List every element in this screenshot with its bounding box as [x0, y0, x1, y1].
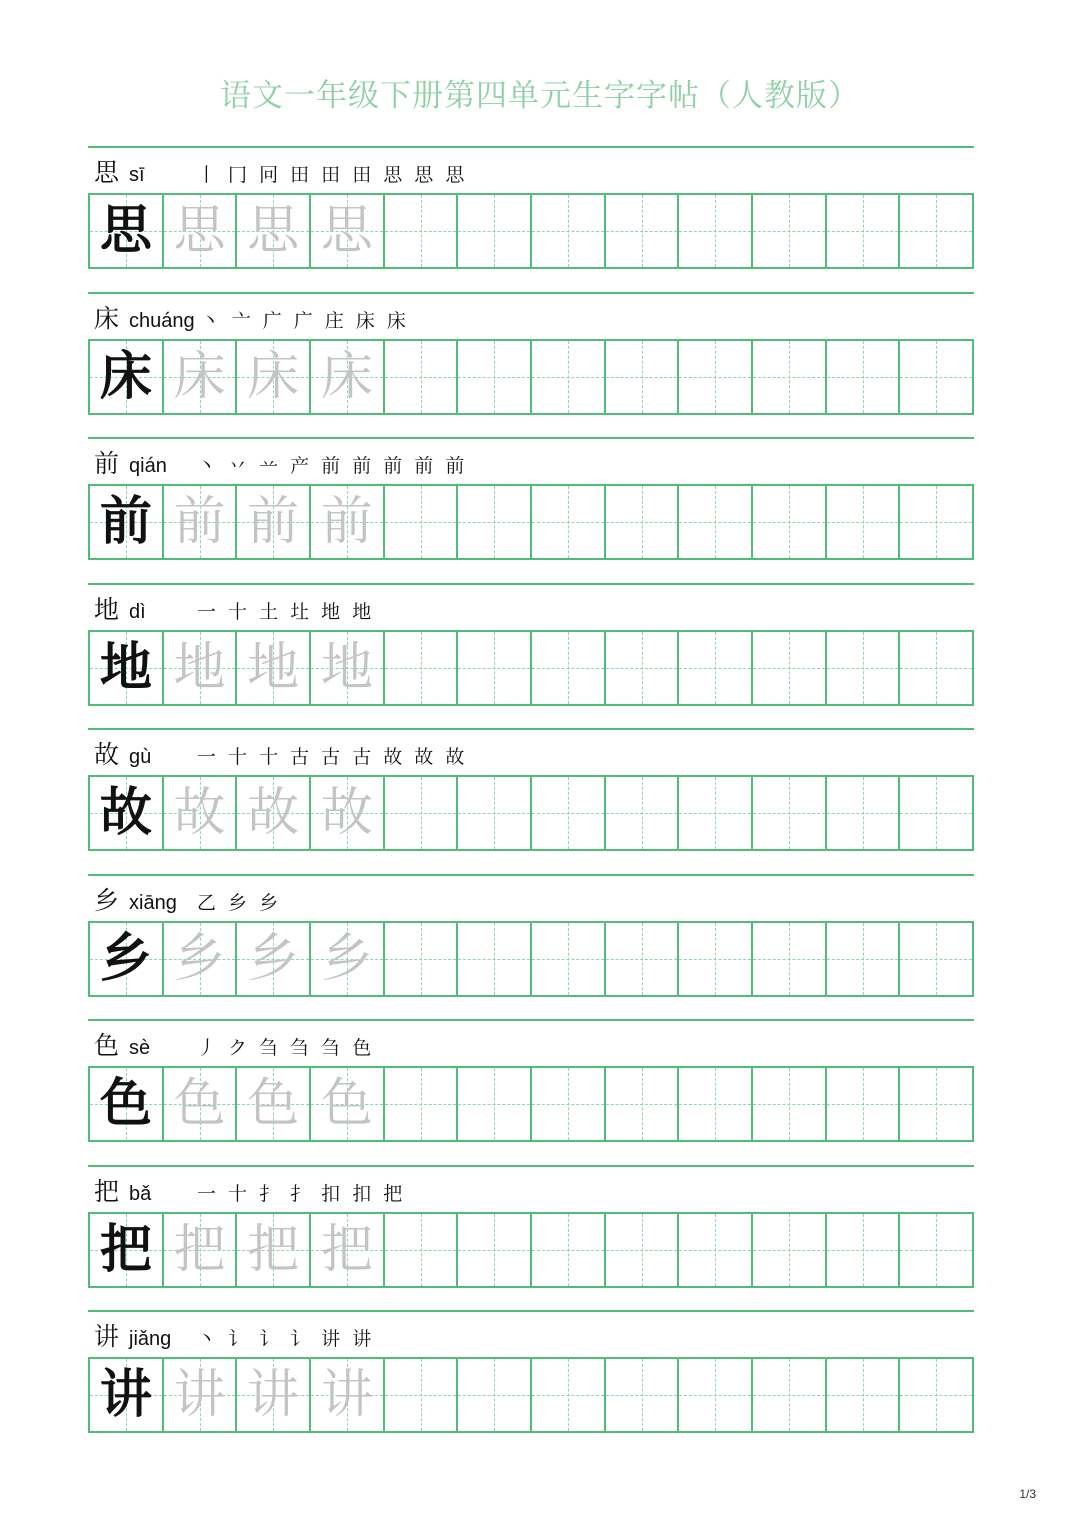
horizontal-guide-line — [827, 1104, 899, 1105]
row-divider — [88, 1019, 974, 1021]
trace-character: 乡 — [247, 928, 300, 989]
blank-practice-cell — [751, 341, 825, 413]
header-character: 地 — [94, 594, 120, 624]
horizontal-guide-line — [900, 668, 972, 669]
practice-row — [88, 146, 974, 292]
row-divider — [88, 583, 974, 585]
trace-cell — [235, 486, 309, 558]
blank-practice-cell — [751, 777, 825, 849]
header-character: 把 — [94, 1176, 120, 1206]
horizontal-guide-line — [753, 668, 825, 669]
horizontal-guide-line — [900, 1104, 972, 1105]
header-character: 色 — [94, 1031, 120, 1060]
model-character: 前 — [99, 491, 152, 552]
tianzige-grid — [88, 484, 974, 560]
blank-practice-cell — [383, 1068, 457, 1140]
trace-character: 故 — [247, 783, 300, 843]
header-character: 思 — [94, 158, 120, 187]
trace-cell — [309, 923, 383, 995]
horizontal-guide-line — [753, 1395, 825, 1396]
trace-cell — [309, 632, 383, 704]
blank-practice-cell — [751, 1068, 825, 1140]
blank-practice-cell — [751, 486, 825, 558]
trace-character: 把 — [173, 1219, 226, 1280]
model-cell — [90, 923, 162, 995]
row-header — [94, 736, 467, 770]
horizontal-guide-line — [458, 813, 530, 814]
blank-practice-cell — [383, 195, 457, 267]
blank-practice-cell — [825, 923, 899, 995]
horizontal-guide-line — [385, 377, 457, 378]
blank-practice-cell — [604, 1214, 678, 1286]
blank-practice-cell — [751, 923, 825, 995]
horizontal-guide-line — [753, 231, 825, 232]
trace-character: 地 — [173, 637, 226, 698]
page-number: 1/3 — [1019, 1487, 1036, 1501]
model-character: 乡 — [99, 927, 152, 989]
stroke-order: 一 十 十 古 古 古 故 故 故 — [197, 746, 468, 768]
blank-practice-cell — [530, 923, 604, 995]
trace-character: 乡 — [320, 928, 373, 989]
header-character: 床 — [94, 303, 120, 333]
blank-practice-cell — [383, 1359, 457, 1431]
trace-cell — [162, 777, 236, 849]
blank-practice-cell — [898, 923, 972, 995]
pinyin-label: gù — [129, 746, 152, 768]
trace-cell — [235, 195, 309, 267]
trace-cell — [235, 1359, 309, 1431]
trace-cell — [309, 341, 383, 413]
blank-practice-cell — [456, 1068, 530, 1140]
horizontal-guide-line — [606, 1395, 678, 1396]
blank-practice-cell — [825, 632, 899, 704]
trace-cell — [235, 1068, 309, 1140]
tianzige-grid — [88, 339, 974, 415]
horizontal-guide-line — [679, 231, 751, 232]
trace-cell — [235, 632, 309, 704]
horizontal-guide-line — [753, 813, 825, 814]
blank-practice-cell — [383, 1214, 457, 1286]
blank-practice-cell — [898, 341, 972, 413]
trace-cell — [162, 486, 236, 558]
pinyin-label: chuáng — [129, 309, 195, 332]
blank-practice-cell — [604, 777, 678, 849]
blank-practice-cell — [530, 632, 604, 704]
model-cell — [90, 195, 162, 267]
horizontal-guide-line — [900, 959, 972, 960]
practice-row — [88, 728, 974, 874]
blank-practice-cell — [604, 1359, 678, 1431]
horizontal-guide-line — [458, 522, 530, 523]
horizontal-guide-line — [679, 1395, 751, 1396]
blank-practice-cell — [825, 1068, 899, 1140]
trace-character: 讲 — [173, 1365, 226, 1425]
model-cell — [90, 341, 162, 413]
blank-practice-cell — [677, 341, 751, 413]
row-divider — [88, 146, 974, 148]
horizontal-guide-line — [753, 959, 825, 960]
stroke-order: 一 十 扌 扌 扣 扣 把 — [197, 1182, 406, 1205]
pinyin-label: sī — [129, 164, 145, 186]
trace-character: 地 — [320, 637, 373, 698]
model-cell — [90, 1068, 162, 1140]
blank-practice-cell — [456, 1214, 530, 1286]
blank-practice-cell — [456, 1359, 530, 1431]
trace-cell — [235, 923, 309, 995]
horizontal-guide-line — [606, 377, 678, 378]
pinyin-label: bǎ — [129, 1182, 152, 1205]
trace-character: 思 — [247, 201, 300, 261]
horizontal-guide-line — [385, 522, 457, 523]
blank-practice-cell — [456, 341, 530, 413]
horizontal-guide-line — [900, 1250, 972, 1251]
blank-practice-cell — [456, 486, 530, 558]
horizontal-guide-line — [900, 813, 972, 814]
row-divider — [88, 292, 974, 294]
blank-practice-cell — [825, 777, 899, 849]
stroke-order: 丨 冂 冋 田 田 田 思 思 思 — [197, 164, 468, 186]
horizontal-guide-line — [753, 1250, 825, 1251]
horizontal-guide-line — [827, 668, 899, 669]
row-divider — [88, 437, 974, 439]
trace-cell — [235, 777, 309, 849]
blank-practice-cell — [677, 777, 751, 849]
blank-practice-cell — [825, 195, 899, 267]
pinyin-label: dì — [129, 600, 146, 623]
practice-row — [88, 1310, 974, 1456]
trace-cell — [162, 632, 236, 704]
blank-practice-cell — [530, 1214, 604, 1286]
practice-row — [88, 1165, 974, 1311]
row-header — [94, 591, 374, 625]
horizontal-guide-line — [532, 1395, 604, 1396]
row-divider — [88, 1310, 974, 1312]
blank-practice-cell — [825, 341, 899, 413]
tianzige-grid — [88, 921, 974, 997]
header-character: 乡 — [94, 885, 120, 915]
trace-cell — [162, 1068, 236, 1140]
row-divider — [88, 874, 974, 876]
blank-practice-cell — [383, 632, 457, 704]
blank-practice-cell — [677, 1214, 751, 1286]
stroke-order: 乙 乡 乡 — [197, 891, 282, 914]
trace-cell — [162, 1359, 236, 1431]
blank-practice-cell — [898, 1214, 972, 1286]
tianzige-grid — [88, 1212, 974, 1288]
horizontal-guide-line — [606, 668, 678, 669]
trace-character: 把 — [320, 1219, 373, 1280]
blank-practice-cell — [751, 1214, 825, 1286]
horizontal-guide-line — [753, 522, 825, 523]
pinyin-label: jiǎng — [129, 1328, 172, 1350]
model-cell — [90, 1359, 162, 1431]
practice-row — [88, 583, 974, 729]
blank-practice-cell — [898, 777, 972, 849]
trace-character: 床 — [173, 346, 226, 407]
horizontal-guide-line — [385, 813, 457, 814]
trace-cell — [235, 1214, 309, 1286]
trace-character: 前 — [173, 492, 226, 552]
horizontal-guide-line — [753, 377, 825, 378]
blank-practice-cell — [604, 486, 678, 558]
blank-practice-cell — [677, 923, 751, 995]
horizontal-guide-line — [532, 231, 604, 232]
blank-practice-cell — [456, 195, 530, 267]
pinyin-label: qián — [129, 455, 167, 477]
stroke-order: 丶 亠 广 广 庄 床 床 — [200, 309, 409, 332]
trace-cell — [309, 777, 383, 849]
row-divider — [88, 1165, 974, 1167]
horizontal-guide-line — [827, 813, 899, 814]
trace-cell — [309, 1359, 383, 1431]
horizontal-guide-line — [679, 668, 751, 669]
row-header — [94, 154, 467, 188]
blank-practice-cell — [751, 1359, 825, 1431]
trace-character: 地 — [247, 637, 300, 698]
horizontal-guide-line — [900, 231, 972, 232]
blank-practice-cell — [898, 632, 972, 704]
blank-practice-cell — [677, 632, 751, 704]
practice-row — [88, 292, 974, 438]
horizontal-guide-line — [532, 959, 604, 960]
trace-character: 床 — [320, 346, 373, 407]
blank-practice-cell — [530, 777, 604, 849]
horizontal-guide-line — [458, 1104, 530, 1105]
practice-row — [88, 874, 974, 1020]
pinyin-label: sè — [129, 1037, 151, 1059]
trace-character: 故 — [320, 783, 373, 843]
horizontal-guide-line — [458, 959, 530, 960]
trace-cell — [235, 341, 309, 413]
model-cell — [90, 777, 162, 849]
pinyin-label: xiāng — [129, 891, 177, 914]
blank-practice-cell — [825, 1214, 899, 1286]
trace-character: 色 — [173, 1074, 226, 1134]
row-header — [94, 300, 409, 334]
model-character: 把 — [99, 1218, 152, 1280]
model-character: 讲 — [99, 1364, 152, 1425]
horizontal-guide-line — [532, 668, 604, 669]
blank-practice-cell — [825, 486, 899, 558]
model-character: 地 — [99, 636, 152, 698]
trace-character: 乡 — [173, 928, 226, 989]
model-character: 思 — [99, 200, 152, 261]
tianzige-grid — [88, 775, 974, 851]
model-cell — [90, 632, 162, 704]
horizontal-guide-line — [385, 668, 457, 669]
blank-practice-cell — [825, 1359, 899, 1431]
row-header — [94, 1318, 374, 1352]
horizontal-guide-line — [606, 813, 678, 814]
tianzige-grid — [88, 630, 974, 706]
trace-cell — [162, 1214, 236, 1286]
practice-row — [88, 1019, 974, 1165]
trace-cell — [162, 341, 236, 413]
horizontal-guide-line — [679, 813, 751, 814]
blank-practice-cell — [898, 1068, 972, 1140]
trace-cell — [162, 195, 236, 267]
horizontal-guide-line — [385, 1104, 457, 1105]
horizontal-guide-line — [900, 522, 972, 523]
horizontal-guide-line — [679, 377, 751, 378]
trace-cell — [309, 486, 383, 558]
horizontal-guide-line — [458, 668, 530, 669]
horizontal-guide-line — [900, 377, 972, 378]
trace-character: 故 — [173, 783, 226, 843]
trace-character: 思 — [320, 201, 373, 261]
blank-practice-cell — [383, 777, 457, 849]
horizontal-guide-line — [827, 1395, 899, 1396]
horizontal-guide-line — [385, 1250, 457, 1251]
row-header — [94, 1173, 405, 1207]
horizontal-guide-line — [606, 1104, 678, 1105]
header-character: 故 — [94, 740, 120, 769]
blank-practice-cell — [898, 1359, 972, 1431]
horizontal-guide-line — [532, 813, 604, 814]
horizontal-guide-line — [458, 1250, 530, 1251]
blank-practice-cell — [604, 1068, 678, 1140]
horizontal-guide-line — [458, 1395, 530, 1396]
stroke-order: 丶 讠 讠 讠 讲 讲 — [197, 1328, 375, 1350]
blank-practice-cell — [604, 923, 678, 995]
blank-practice-cell — [383, 923, 457, 995]
horizontal-guide-line — [679, 522, 751, 523]
trace-cell — [309, 1214, 383, 1286]
trace-character: 讲 — [247, 1365, 300, 1425]
blank-practice-cell — [604, 632, 678, 704]
blank-practice-cell — [898, 195, 972, 267]
horizontal-guide-line — [606, 231, 678, 232]
horizontal-guide-line — [827, 1250, 899, 1251]
blank-practice-cell — [751, 632, 825, 704]
tianzige-grid — [88, 193, 974, 269]
trace-character: 色 — [247, 1074, 300, 1134]
blank-practice-cell — [530, 195, 604, 267]
horizontal-guide-line — [532, 377, 604, 378]
practice-row — [88, 437, 974, 583]
blank-practice-cell — [898, 486, 972, 558]
horizontal-guide-line — [679, 1104, 751, 1105]
blank-practice-cell — [383, 341, 457, 413]
trace-character: 把 — [247, 1219, 300, 1280]
horizontal-guide-line — [606, 959, 678, 960]
page-title: 语文一年级下册第四单元生字字帖（人教版） — [220, 78, 860, 114]
model-cell — [90, 1214, 162, 1286]
horizontal-guide-line — [385, 231, 457, 232]
blank-practice-cell — [456, 632, 530, 704]
model-cell — [90, 486, 162, 558]
model-character: 色 — [99, 1073, 152, 1134]
blank-practice-cell — [677, 486, 751, 558]
row-header — [94, 445, 467, 479]
row-header — [94, 882, 281, 916]
horizontal-guide-line — [532, 1104, 604, 1105]
stroke-order: 丶 丷 䒑 产 前 前 前 前 前 — [197, 455, 468, 477]
horizontal-guide-line — [827, 522, 899, 523]
trace-cell — [309, 1068, 383, 1140]
horizontal-guide-line — [385, 959, 457, 960]
trace-character: 床 — [247, 346, 300, 407]
stroke-order: 一 十 土 圵 地 地 — [197, 600, 375, 623]
tianzige-grid — [88, 1066, 974, 1142]
horizontal-guide-line — [606, 1250, 678, 1251]
horizontal-guide-line — [679, 1250, 751, 1251]
blank-practice-cell — [604, 195, 678, 267]
header-character: 讲 — [94, 1322, 120, 1351]
blank-practice-cell — [604, 341, 678, 413]
blank-practice-cell — [456, 777, 530, 849]
blank-practice-cell — [677, 1359, 751, 1431]
blank-practice-cell — [530, 341, 604, 413]
blank-practice-cell — [530, 1068, 604, 1140]
trace-cell — [162, 923, 236, 995]
horizontal-guide-line — [827, 231, 899, 232]
horizontal-guide-line — [532, 522, 604, 523]
horizontal-guide-line — [900, 1395, 972, 1396]
horizontal-guide-line — [679, 959, 751, 960]
horizontal-guide-line — [827, 377, 899, 378]
blank-practice-cell — [677, 1068, 751, 1140]
row-divider — [88, 728, 974, 730]
blank-practice-cell — [530, 486, 604, 558]
blank-practice-cell — [383, 486, 457, 558]
model-character: 床 — [99, 345, 152, 407]
horizontal-guide-line — [458, 377, 530, 378]
header-character: 前 — [94, 449, 120, 478]
trace-character: 前 — [247, 492, 300, 552]
trace-character: 色 — [320, 1074, 373, 1134]
horizontal-guide-line — [532, 1250, 604, 1251]
trace-character: 前 — [320, 492, 373, 552]
row-header — [94, 1027, 374, 1061]
horizontal-guide-line — [606, 522, 678, 523]
stroke-order: 丿 ク 刍 刍 刍 色 — [197, 1037, 375, 1059]
practice-rows — [88, 146, 974, 1456]
horizontal-guide-line — [385, 1395, 457, 1396]
horizontal-guide-line — [827, 959, 899, 960]
blank-practice-cell — [530, 1359, 604, 1431]
horizontal-guide-line — [458, 231, 530, 232]
tianzige-grid — [88, 1357, 974, 1433]
blank-practice-cell — [751, 195, 825, 267]
trace-character: 讲 — [320, 1365, 373, 1425]
model-character: 故 — [99, 782, 152, 843]
horizontal-guide-line — [753, 1104, 825, 1105]
blank-practice-cell — [456, 923, 530, 995]
blank-practice-cell — [677, 195, 751, 267]
trace-cell — [309, 195, 383, 267]
trace-character: 思 — [173, 201, 226, 261]
